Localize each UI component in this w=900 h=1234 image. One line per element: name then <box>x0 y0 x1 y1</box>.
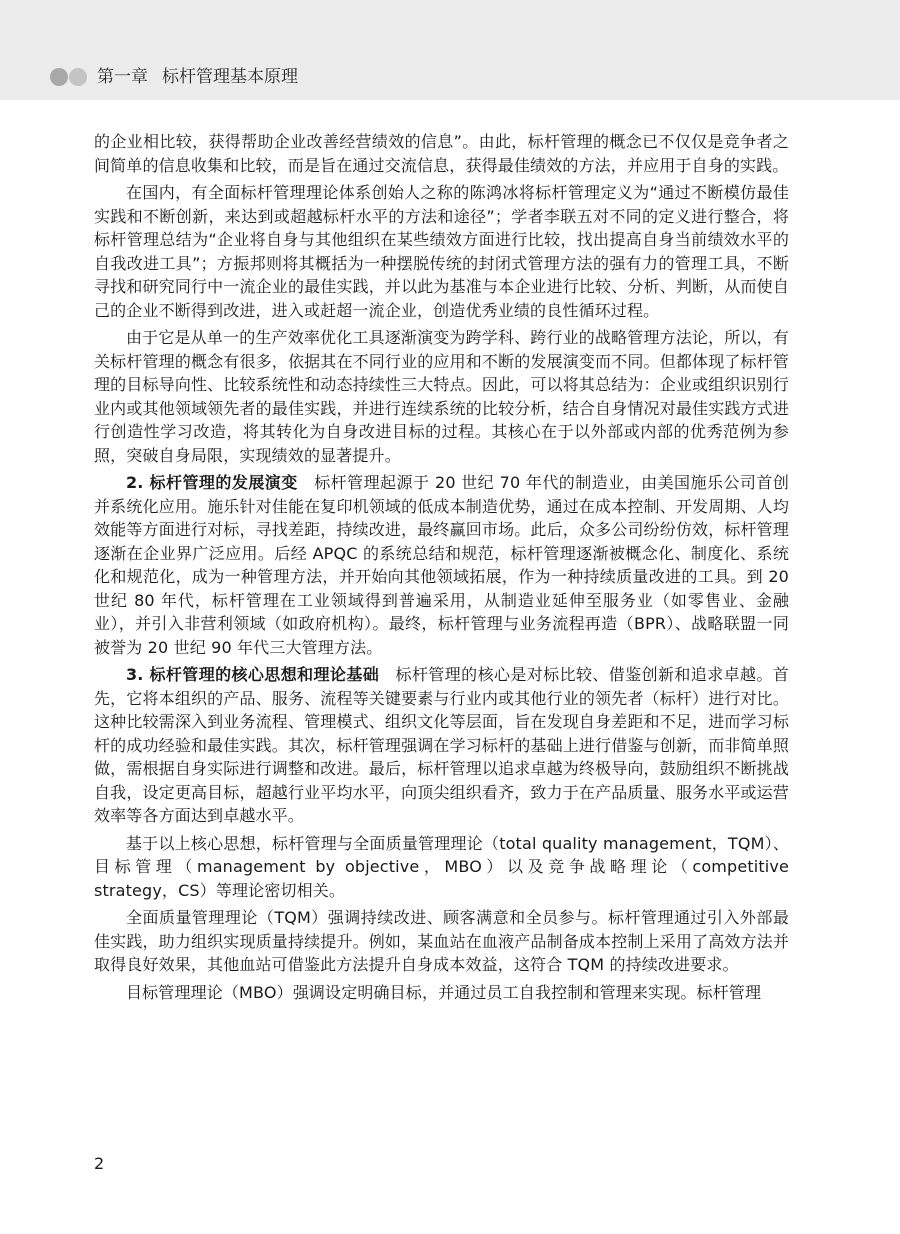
header-dot-icon <box>50 68 68 86</box>
paragraph-related-theories: 基于以上核心思想，标杆管理与全面质量管理理论（total quality management，TQM）、目标管理（management by objective，MBO）以及竞争战略理论（competitive strategy，CS）等理论密切相关。 <box>94 833 789 900</box>
paragraph-domestic-definitions: 在国内，有全面标杆管理理论体系创始人之称的陈鸿冰将标杆管理定义为“通过不断模仿最佳实践和不断创新，来达到或超越标杆水平的方法和途径”；学者李联五对不同的定义进行整合，将标杆管理总结为“企业将自身与其他组织在某些绩效方面进行比较，找出提高自身当前绩效水平的自我改进工具”；方振邦则将其概括为一种摆脱传统的封闭式管理方法的强有力的管理工具，不断寻找和研究同行中一流企业的最佳实践，并以此为基准与本企业进行比较、分析、判断，从而使自己的企业不断得到改进，进入或赶超一流企业，创造优秀业绩的良性循环过程。 <box>94 183 789 320</box>
page-body <box>94 130 789 1004</box>
section-heading-development: 2. 标杆管理的发展演变 <box>126 473 298 492</box>
section-text-core-ideas: 标杆管理的核心是对标比较、借鉴创新和追求卓越。首先，它将本组织的产品、服务、流程等关键要素与行业内或其他行业的领先者（标杆）进行对比。这种比较需深入到业务流程、管理模式、组织文化等层面，旨在发现自身差距和不足，进而学习标杆的成功经验和最佳实践。其次，标杆管理强调在学习标杆的基础上进行借鉴与创新，而非简单照做，需根据自身实际进行调整和改进。最后，标杆管理以追求卓越为终极导向，鼓励组织不断挑战自我，设定更高目标，超越行业平均水平，向顶尖组织看齐，致力于在产品质量、服务水平或运营效率等各方面达到卓越水平。 <box>94 665 789 825</box>
paragraph-continuation: 的企业相比较，获得帮助企业改善经营绩效的信息”。由此，标杆管理的概念已不仅仅是竞争者之间简单的信息收集和比较，而是旨在通过交流信息，获得最佳绩效的方法，并应用于自身的实践。 <box>94 132 789 175</box>
section-heading-core-ideas: 3. 标杆管理的核心思想和理论基础 <box>126 665 380 684</box>
section-core-ideas <box>94 663 789 828</box>
chapter-number: 第一章 <box>97 67 148 87</box>
paragraph-summary-definition: 由于它是从单一的生产效率优化工具逐渐演变为跨学科、跨行业的战略管理方法论，所以，有关标杆管理的概念有很多，依据其在不同行业的应用和不断的发展演变而不同。但都体现了标杆管理的目标导向性、比较系统性和动态持续性三大特点。因此，可以将其总结为：企业或组织识别行业内或其他领域领先者的最佳实践，并进行连续系统的比较分析，结合自身情况对最佳实践方式进行创造性学习改造，将其转化为自身改进目标的过程。其核心在于以外部或内部的优秀范例为参照，突破自身局限，实现绩效的显著提升。 <box>94 328 789 465</box>
section-text-development: 标杆管理起源于 20 世纪 70 年代的制造业，由美国施乐公司首创并系统化应用。施乐针对佳能在复印机领域的低成本制造优势，通过在成本控制、开发周期、人均效能等方面进行对标，寻找差距，持续改进，最终赢回市场。此后，众多公司纷纷仿效，标杆管理逐渐在企业界广泛应用。后经 APQC 的系统总结和规范，标杆管理逐渐被概念化、制度化、系统化和规范化，成为一种管理方法，并开始向其他领域拓展，作为一种持续质量改进的工具。到 20 世纪 80 年代，标杆管理在工业领域得到普遍采用，从制造业延伸至服务业（如零售业、金融业），并引入非营利领域（如政府机构）。最终，标杆管理与业务流程再造（BPR）、战略联盟一同被誉为 20 世纪 90 年代三大管理方法。 <box>94 473 789 657</box>
page-number: 2 <box>94 1154 105 1173</box>
paragraph-tqm: 全面质量管理理论（TQM）强调持续改进、顾客满意和全员参与。标杆管理通过引入外部最佳实践，助力组织实现质量持续提升。例如，某血站在血液产品制备成本控制上采用了高效方法并取得良好效果，其他血站可借鉴此方法提升自身成本效益，这符合 TQM 的持续改进要求。 <box>94 908 789 974</box>
running-header <box>50 66 298 88</box>
section-development <box>94 471 789 659</box>
chapter-title: 标杆管理基本原理 <box>162 67 298 87</box>
header-dot-icon <box>69 68 87 86</box>
paragraph-mbo: 目标管理理论（MBO）强调设定明确目标，并通过员工自我控制和管理来实现。标杆管理 <box>126 982 762 1002</box>
